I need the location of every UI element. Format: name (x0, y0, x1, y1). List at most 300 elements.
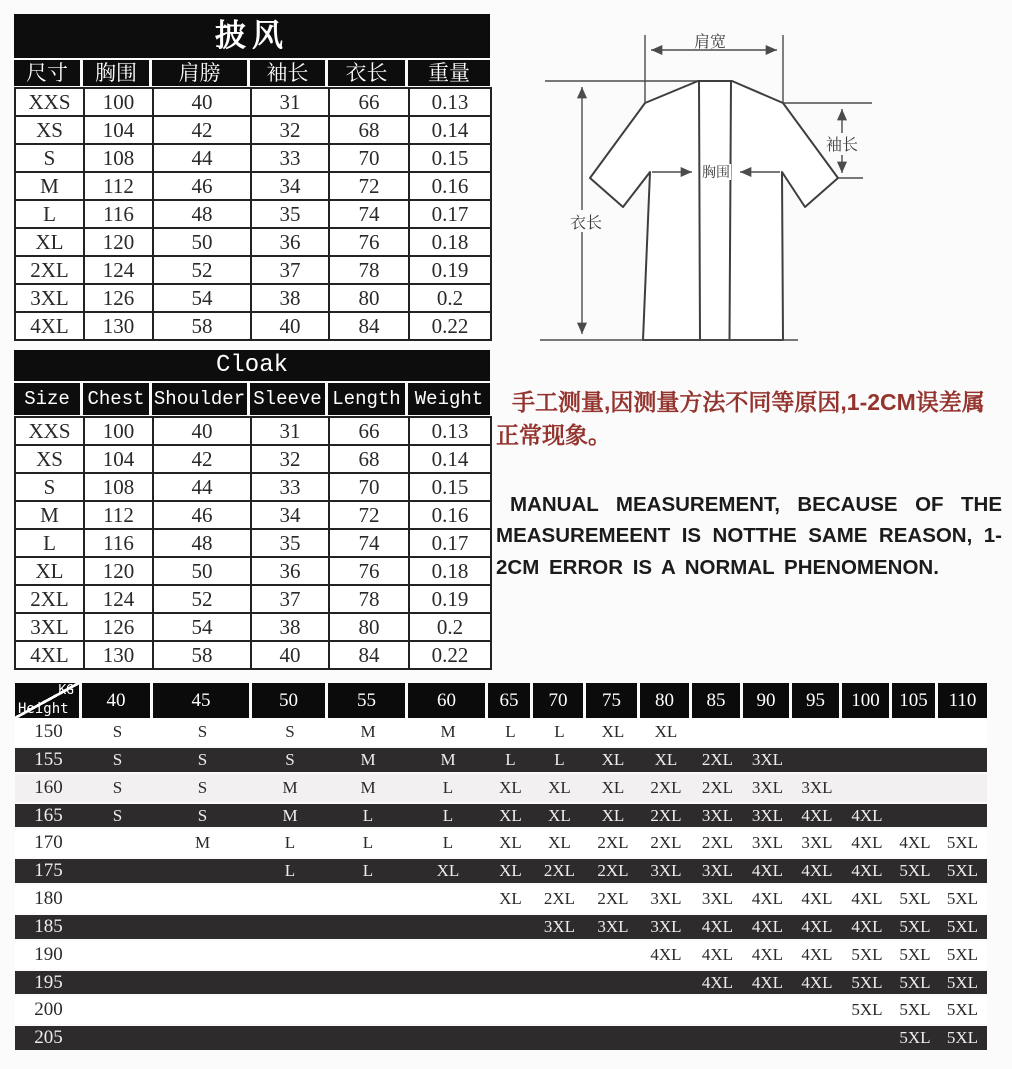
size-cell (252, 971, 328, 995)
size-cell: 4XL (851, 833, 883, 853)
size-cell: 2XL (597, 833, 629, 853)
size-cell: XL (499, 805, 522, 825)
table-cell: 34 (251, 172, 329, 200)
shoulder-width-label: 肩宽 (693, 34, 727, 51)
size-cell (533, 1026, 586, 1050)
height-row-label: 185 (34, 915, 63, 937)
height-row-label: 150 (34, 721, 63, 742)
table-cell: 35 (251, 529, 329, 557)
table-cell: 0.14 (409, 445, 491, 473)
matrix-corner-cell (15, 683, 82, 718)
table-cell: 84 (329, 641, 409, 669)
table-cell: 78 (329, 585, 409, 613)
table-cell: 66 (329, 417, 409, 445)
size-cell: XL (654, 749, 678, 769)
size-cell: 5XL (851, 972, 883, 992)
size-cell: 5XL (899, 1028, 931, 1048)
size-cell: 3XL (597, 916, 629, 936)
size-cell: 5XL (946, 889, 979, 909)
table-cell: 112 (84, 172, 153, 200)
size-cell (586, 971, 640, 995)
size-cell (792, 748, 842, 772)
table-row (15, 116, 491, 144)
size-cell: XL (499, 833, 522, 853)
size-cell: 4XL (801, 889, 833, 909)
size-cell (586, 1026, 640, 1050)
table-cell: 4XL (15, 312, 84, 340)
table-cell: 0.2 (409, 284, 491, 312)
size-cell (488, 941, 533, 969)
table-cell: 34 (251, 501, 329, 529)
size-cell: 2XL (650, 833, 682, 853)
column-header: Chest (83, 383, 152, 415)
table-cell: 116 (84, 529, 153, 557)
table-row (15, 256, 491, 284)
size-cell: 4XL (650, 944, 682, 964)
size-cell: 5XL (946, 1028, 979, 1048)
table-cell: 72 (329, 501, 409, 529)
table-cell: 31 (251, 417, 329, 445)
size-cell: 5XL (946, 861, 979, 881)
size-table-english (14, 350, 490, 670)
table-cell: 42 (153, 445, 251, 473)
size-cell: XL (601, 722, 625, 741)
size-cell: 4XL (899, 833, 931, 853)
garment-length-label: 衣长 (569, 215, 603, 232)
size-cell: XL (654, 722, 678, 741)
table-cell: 70 (329, 473, 409, 501)
size-cell: 4XL (801, 944, 833, 964)
size-cell: 3XL (543, 916, 576, 936)
table-cell: 44 (153, 473, 251, 501)
table-cell: 42 (153, 116, 251, 144)
table-cell: XL (15, 557, 84, 585)
size-cell (252, 996, 328, 1024)
size-cell (792, 996, 842, 1024)
table-cell: 0.18 (409, 557, 491, 585)
table-cell: 32 (251, 116, 329, 144)
size-cell (938, 804, 987, 828)
size-cell: M (360, 749, 376, 769)
size-cell (252, 1026, 328, 1050)
size-cell: 5XL (946, 972, 979, 992)
height-row-label: 155 (34, 748, 63, 770)
table-cell: 74 (329, 529, 409, 557)
corner-kg-label: KG (58, 683, 74, 698)
table-cell: 36 (251, 557, 329, 585)
height-row-label: 160 (34, 776, 63, 798)
table-cell: 108 (84, 473, 153, 501)
table-row (15, 557, 491, 585)
height-row-label: 180 (34, 888, 63, 910)
size-cell: L (505, 722, 516, 741)
size-cell (743, 996, 792, 1024)
size-cell: L (505, 749, 516, 769)
table-cell: 40 (153, 417, 251, 445)
size-cell: XL (499, 889, 522, 909)
table-cell: 104 (84, 445, 153, 473)
size-cell: 5XL (851, 944, 883, 964)
matrix-row (15, 746, 987, 774)
table-cell: 108 (84, 144, 153, 172)
table-row (15, 200, 491, 228)
weight-column-header: 90 (743, 683, 792, 718)
size-cell (328, 971, 408, 995)
size-cell (82, 915, 153, 939)
column-header: 胸围 (83, 60, 152, 86)
size-cell: L (554, 722, 565, 741)
size-cell (252, 915, 328, 939)
column-header: Sleeve (250, 383, 328, 415)
table-cell: 0.14 (409, 116, 491, 144)
size-cell: 2XL (701, 749, 734, 769)
size-cell: 4XL (851, 916, 883, 936)
table-cell: XL (15, 228, 84, 256)
size-cell (938, 748, 987, 772)
size-cell (892, 804, 938, 828)
size-cell: 2XL (597, 889, 629, 909)
size-cell (408, 996, 488, 1024)
table-cell: 0.17 (409, 200, 491, 228)
column-header: Length (328, 383, 408, 415)
size-cell (328, 941, 408, 969)
size-cell (82, 829, 153, 857)
size-cell: 3XL (751, 749, 784, 769)
weight-column-header: 45 (153, 683, 252, 718)
size-cell: XL (601, 805, 625, 825)
table-cell: 54 (153, 284, 251, 312)
column-header: 重量 (408, 60, 490, 86)
size-cell: L (284, 833, 296, 853)
size-cell: XL (548, 805, 571, 825)
size-cell: L (442, 833, 454, 853)
size-cell (328, 885, 408, 913)
height-weight-size-matrix (15, 683, 987, 1052)
weight-column-header: 55 (328, 683, 408, 718)
note-english: MANUAL MEASUREMENT, BECAUSE OF THE MEASUREMEENT IS NOTTHE SAME REASON, 1-2CM ERROR IS A NORMAL PHENOMENON. (496, 492, 1002, 580)
size-cell: 5XL (899, 944, 931, 964)
table-cell: 120 (84, 228, 153, 256)
matrix-row (15, 829, 987, 857)
height-row-label: 190 (34, 943, 63, 965)
table-cell: 0.13 (409, 417, 491, 445)
column-header: 肩膀 (152, 60, 250, 86)
size-cell: 3XL (751, 777, 784, 797)
table-cell: 3XL (15, 284, 84, 312)
size-cell: S (112, 777, 123, 797)
table-cell: 54 (153, 613, 251, 641)
size-cell: 5XL (899, 1000, 931, 1020)
table-row (15, 445, 491, 473)
size-cell (640, 996, 692, 1024)
garment-outline (590, 81, 838, 340)
size-cell: M (440, 722, 456, 741)
table-cell: 84 (329, 312, 409, 340)
table-cell: 0.19 (409, 585, 491, 613)
table-cell: 0.19 (409, 256, 491, 284)
size-cell (153, 996, 252, 1024)
weight-column-header: 105 (892, 683, 938, 718)
table-title-cn: 披风 (14, 14, 490, 58)
table-cell: 78 (329, 256, 409, 284)
table-cell: 72 (329, 172, 409, 200)
table-cell: 40 (251, 641, 329, 669)
table-row (15, 501, 491, 529)
size-cell: 5XL (899, 861, 931, 881)
matrix-row (15, 802, 987, 830)
size-cell: L (362, 861, 374, 881)
size-cell (488, 996, 533, 1024)
table-cell: 80 (329, 613, 409, 641)
matrix-row (15, 996, 987, 1024)
table-cell: 120 (84, 557, 153, 585)
size-cell (743, 718, 792, 746)
size-cell: 4XL (751, 861, 784, 881)
size-cell: 3XL (650, 861, 682, 881)
size-cell: 4XL (801, 861, 833, 881)
table-cell: 68 (329, 445, 409, 473)
size-cell: 4XL (801, 972, 833, 992)
table-cell: 126 (84, 613, 153, 641)
table-cell: 2XL (15, 585, 84, 613)
height-row-label: 195 (34, 971, 63, 993)
table-cell: M (15, 172, 84, 200)
table-cell: 52 (153, 585, 251, 613)
size-table-cn-body (14, 87, 492, 341)
size-cell (692, 996, 743, 1024)
size-cell (938, 718, 987, 746)
size-cell (153, 915, 252, 939)
column-header: 尺寸 (14, 60, 83, 86)
size-cell (842, 1026, 892, 1050)
size-cell: 2XL (543, 861, 576, 881)
table-cell: 0.16 (409, 172, 491, 200)
size-cell: 4XL (801, 916, 833, 936)
table-cell: XXS (15, 417, 84, 445)
table-cell: 58 (153, 312, 251, 340)
size-cell (153, 859, 252, 883)
size-cell (153, 1026, 252, 1050)
size-cell: 2XL (543, 889, 576, 909)
table-cell: 52 (153, 256, 251, 284)
size-cell: S (112, 805, 123, 825)
size-cell: L (442, 805, 454, 825)
table-cell: XS (15, 116, 84, 144)
size-cell: XL (548, 777, 571, 797)
size-cell: S (285, 722, 295, 741)
size-cell (533, 996, 586, 1024)
size-cell (692, 718, 743, 746)
size-cell (82, 996, 153, 1024)
table-cell: 66 (329, 88, 409, 116)
weight-column-header: 50 (252, 683, 328, 718)
matrix-header-row (15, 683, 987, 718)
column-header: 衣长 (328, 60, 408, 86)
matrix-row (15, 1024, 987, 1052)
size-cell: XL (601, 749, 625, 769)
size-cell: M (360, 777, 376, 797)
size-cell (842, 774, 892, 802)
size-cell (153, 971, 252, 995)
matrix-body (15, 718, 987, 1052)
chest-label: 胸围 (702, 166, 730, 181)
size-cell (252, 941, 328, 969)
size-cell (640, 971, 692, 995)
size-cell (82, 885, 153, 913)
weight-column-header: 75 (586, 683, 640, 718)
size-cell (408, 885, 488, 913)
table-row (15, 473, 491, 501)
table-cell: 0.22 (409, 641, 491, 669)
size-cell: 5XL (899, 972, 931, 992)
size-cell: XL (601, 777, 625, 797)
size-cell: 3XL (701, 805, 734, 825)
size-cell: M (282, 777, 298, 797)
table-cell: S (15, 144, 84, 172)
size-cell: M (360, 722, 376, 741)
size-cell: 4XL (701, 916, 734, 936)
size-cell (586, 996, 640, 1024)
table-cell: 33 (251, 473, 329, 501)
table-row (15, 172, 491, 200)
size-cell (488, 971, 533, 995)
size-cell: 4XL (701, 944, 734, 964)
corner-height-label: Height (18, 701, 69, 717)
table-row (15, 417, 491, 445)
table-cell: 0.17 (409, 529, 491, 557)
table-cell: 124 (84, 585, 153, 613)
weight-column-header: 80 (640, 683, 692, 718)
table-cell: 76 (329, 557, 409, 585)
size-cell: XL (499, 777, 522, 797)
table-cell: 0.22 (409, 312, 491, 340)
column-header: Weight (408, 383, 490, 415)
table-cell: 0.16 (409, 501, 491, 529)
table-cell: 74 (329, 200, 409, 228)
size-cell (408, 1026, 488, 1050)
size-cell (252, 885, 328, 913)
table-cell: 80 (329, 284, 409, 312)
column-header: Shoulder (152, 383, 250, 415)
table-cell: 48 (153, 200, 251, 228)
size-cell: S (197, 805, 208, 825)
size-cell: L (362, 805, 374, 825)
size-cell: S (197, 749, 208, 769)
size-cell: 2XL (650, 805, 682, 825)
size-cell (640, 1026, 692, 1050)
size-cell: 5XL (899, 889, 931, 909)
size-cell: 5XL (946, 1000, 979, 1020)
size-cell (328, 915, 408, 939)
table-cell: 32 (251, 445, 329, 473)
size-cell (153, 885, 252, 913)
size-cell (82, 941, 153, 969)
height-row-label: 175 (34, 860, 63, 882)
size-cell (408, 971, 488, 995)
garment-measurement-diagram (520, 10, 1000, 350)
table-cell: 46 (153, 501, 251, 529)
table-row (15, 284, 491, 312)
table-cell: 104 (84, 116, 153, 144)
table-cell: 100 (84, 417, 153, 445)
table-cell: 0.15 (409, 144, 491, 172)
table-header-row (14, 60, 490, 86)
table-cell: 68 (329, 116, 409, 144)
column-header: 袖长 (250, 60, 328, 86)
size-cell: 3XL (801, 833, 833, 853)
table-cell: 116 (84, 200, 153, 228)
table-cell: 40 (153, 88, 251, 116)
size-cell (153, 941, 252, 969)
size-cell (328, 1026, 408, 1050)
size-cell (938, 774, 987, 802)
table-cell: 38 (251, 284, 329, 312)
size-cell (892, 774, 938, 802)
size-cell (586, 941, 640, 969)
table-cell: 58 (153, 641, 251, 669)
table-cell: 100 (84, 88, 153, 116)
matrix-row (15, 857, 987, 885)
table-cell: 33 (251, 144, 329, 172)
table-title-en: Cloak (14, 350, 490, 381)
table-cell: 124 (84, 256, 153, 284)
weight-column-header: 95 (792, 683, 842, 718)
table-cell: 112 (84, 501, 153, 529)
size-cell: 4XL (851, 805, 883, 825)
table-cell: 0.15 (409, 473, 491, 501)
size-cell: 2XL (650, 777, 682, 797)
size-cell: 4XL (851, 889, 883, 909)
size-cell (892, 718, 938, 746)
size-cell: M (282, 805, 298, 825)
table-row (15, 228, 491, 256)
size-cell: S (197, 777, 208, 797)
size-cell: L (442, 777, 454, 797)
weight-column-header: 60 (408, 683, 488, 718)
table-cell: 36 (251, 228, 329, 256)
size-cell: L (284, 861, 296, 881)
table-row (15, 641, 491, 669)
size-cell: 5XL (946, 916, 979, 936)
table-cell: 4XL (15, 641, 84, 669)
size-cell: 2XL (701, 833, 734, 853)
matrix-row (15, 969, 987, 997)
size-cell: 4XL (801, 805, 833, 825)
height-row-label: 165 (34, 804, 63, 826)
table-cell: 3XL (15, 613, 84, 641)
size-cell: 2XL (701, 777, 734, 797)
table-cell: M (15, 501, 84, 529)
matrix-row (15, 885, 987, 913)
size-cell: 2XL (597, 861, 629, 881)
size-cell: 4XL (701, 972, 734, 992)
size-cell (842, 748, 892, 772)
weight-column-header: 100 (842, 683, 892, 718)
height-row-label: 205 (34, 1027, 63, 1049)
weight-column-header: 40 (82, 683, 153, 718)
size-cell: 4XL (751, 944, 784, 964)
table-cell: 2XL (15, 256, 84, 284)
size-cell (488, 915, 533, 939)
size-cell: M (440, 749, 456, 769)
size-cell (792, 718, 842, 746)
table-cell: 0.2 (409, 613, 491, 641)
table-row (15, 613, 491, 641)
size-cell (328, 996, 408, 1024)
weight-column-header: 65 (488, 683, 533, 718)
size-cell (892, 748, 938, 772)
measurement-notes (496, 386, 1004, 584)
